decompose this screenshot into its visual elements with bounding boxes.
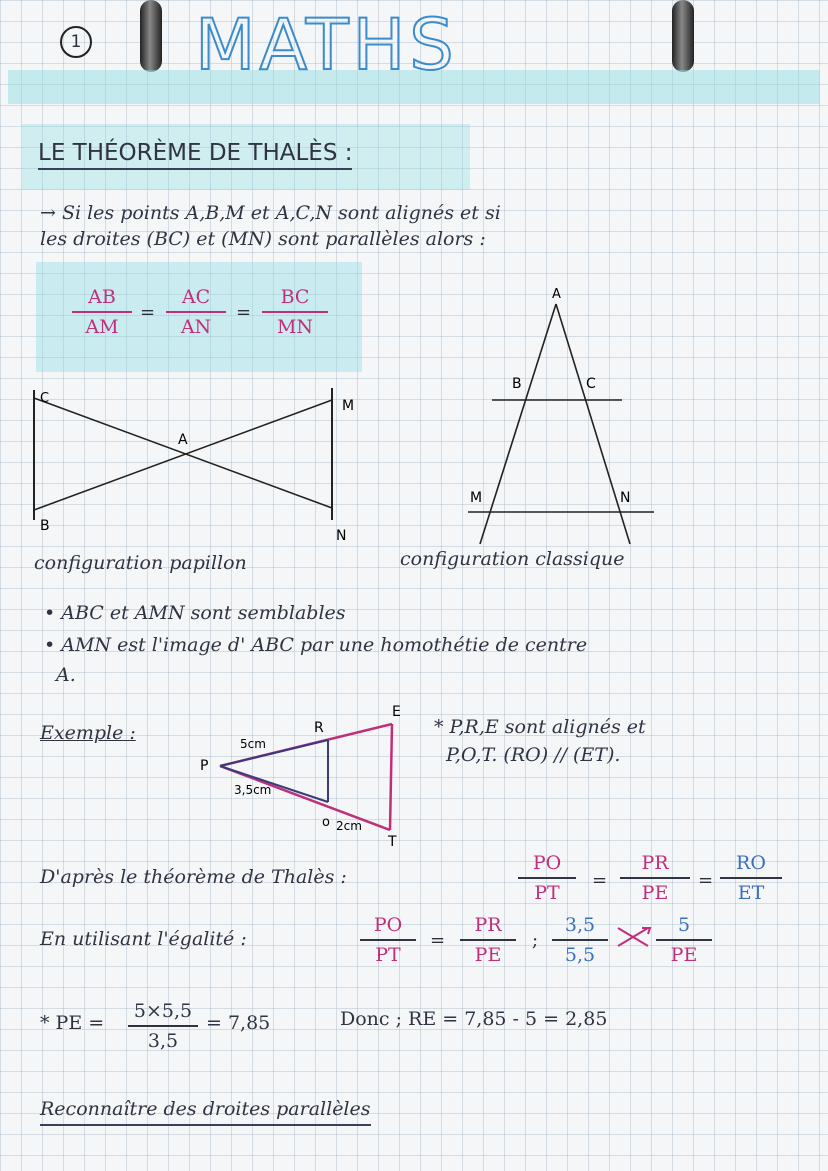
page-title: MATHS [195,4,458,86]
thales-eq-2: = [698,870,714,891]
classic-label-m: M [470,490,483,506]
example-length-po: 3,5cm [234,783,272,797]
using-separator: ; [532,930,539,951]
binder-ring-right [672,0,694,72]
butterfly-label-a: A [178,432,188,448]
bullet-homothetie-cont: A. [56,664,76,686]
thales-ratio-po-pt: PO PT [518,852,576,904]
page-number: 1 [70,32,82,52]
using-text: En utilisant l'égalité : [40,928,247,950]
classic-label-n: N [620,490,631,506]
classic-label-c: C [586,376,596,392]
classic-diagram [460,282,670,552]
calc-re: Donc ; RE = 7,85 - 5 = 2,85 [340,1008,608,1030]
calc-pe-result: = 7,85 [206,1012,271,1034]
calc-pe-fraction: 5×5,5 3,5 [128,1000,198,1052]
example-note-1: * P,R,E sont alignés et [434,716,646,738]
thales-ratio-pr-pe: PR PE [620,852,690,904]
butterfly-label-n: N [336,528,347,544]
intro-line-1: → Si les points A,B,M et A,C,N sont alignés et si [40,202,501,224]
page-number-circle [60,26,92,58]
using-ratio-5-pe: 5 PE [656,914,712,966]
butterfly-label-c: C [40,391,50,406]
caption-classique: configuration classique [400,548,625,570]
example-diagram [190,690,420,850]
example-label-r: R [314,720,324,736]
example-label-o: o [322,815,330,830]
butterfly-label-m: M [342,398,355,414]
intro-line-2: les droites (BC) et (MN) sont parallèles alors : [40,228,486,250]
ratio-eq-1: = [140,302,156,323]
using-ratio-po-pt: PO PT [360,914,416,966]
thales-text: D'après le théorème de Thalès : [40,866,347,888]
bullet-homothetie: • AMN est l'image d' ABC par une homothétie de centre [44,634,588,656]
butterfly-diagram [20,380,360,550]
example-label-e: E [392,704,401,720]
butterfly-label-b: B [40,518,50,534]
example-label: Exemple : [40,722,136,744]
using-eq-1: = [430,930,446,951]
thales-ratio-ro-et: RO ET [720,852,782,904]
classic-label-a: A [552,287,561,302]
example-length-ot: 2cm [336,819,362,833]
footer-heading: Reconnaître des droites parallèles [40,1098,371,1126]
example-note-2: P,O,T. (RO) // (ET). [446,744,621,766]
ratio-bc-mn: BC MN [262,286,328,338]
example-label-t: T [388,834,397,850]
binder-ring-left [140,0,162,72]
section-heading: LE THÉORÈME DE THALÈS : [38,140,352,170]
classic-label-b: B [512,376,522,392]
caption-papillon: configuration papillon [34,552,247,574]
ratio-ac-an: AC AN [166,286,226,338]
ratio-eq-2: = [236,302,252,323]
using-ratio-pr-pe: PR PE [460,914,516,966]
calc-pe-prefix: * PE = [40,1012,105,1034]
using-ratio-values: 3,5 5,5 [552,914,608,966]
ratio-ab-am: AB AM [72,286,132,338]
thales-eq-1: = [592,870,608,891]
example-length-pr: 5cm [240,737,266,751]
bullet-semblables: • ABC et AMN sont semblables [44,602,346,624]
example-label-p: P [200,758,209,774]
cross-multiply-arrow-icon [614,922,654,952]
